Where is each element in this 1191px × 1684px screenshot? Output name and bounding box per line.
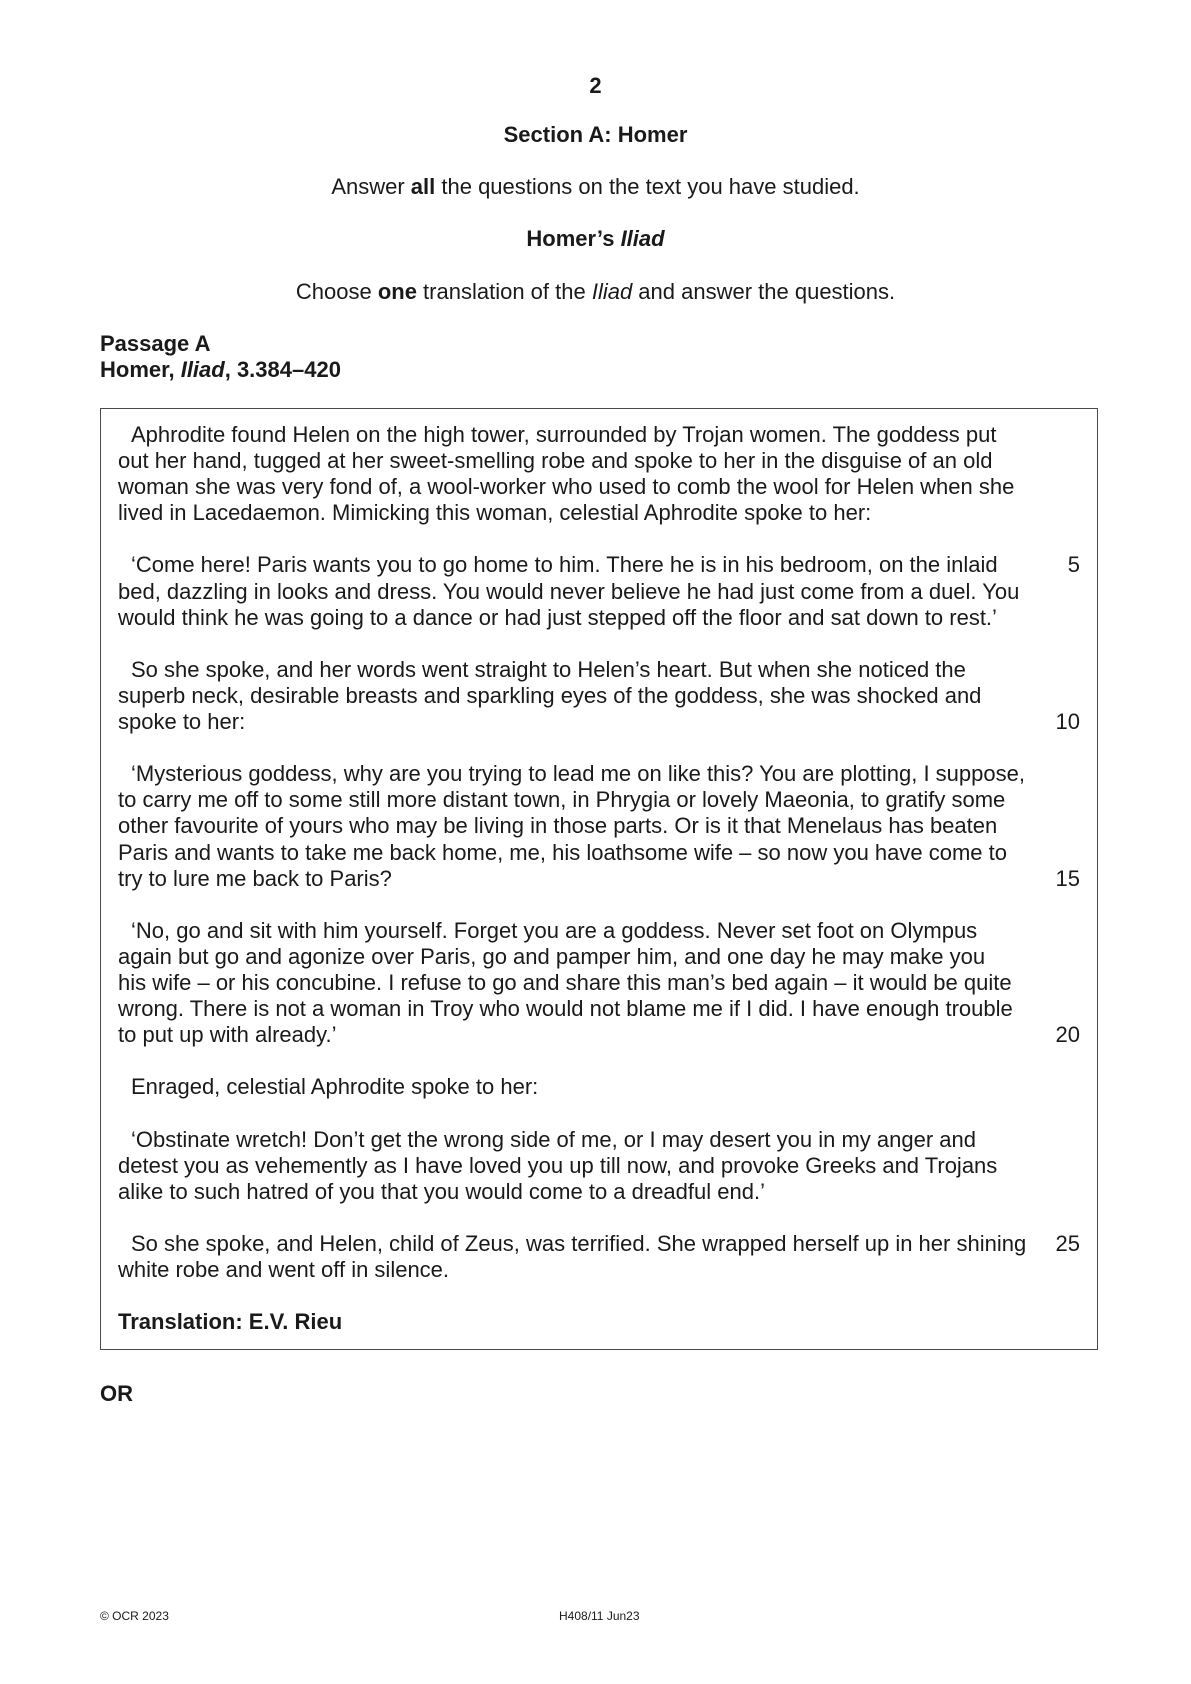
passage-line: [118, 1179, 1097, 1205]
or-separator: OR: [100, 1381, 133, 1406]
section-title: Section A: Homer: [503, 122, 688, 147]
passage-line-text: wrong. There is not a woman in Troy who would not blame me if I did. I have enough trouble: [118, 996, 1013, 1022]
choose-post: and answer the questions.: [632, 279, 896, 304]
choose-emphasis: one: [377, 279, 417, 304]
passage-line-text: to put up with already.’: [118, 1022, 337, 1048]
passage-line: [118, 1074, 1097, 1100]
line-number: 20: [1055, 1022, 1080, 1048]
passage-line-text: his wife – or his concubine. I refuse to go and share this man’s bed again – it would be quite: [118, 969, 1012, 995]
passage-line: [118, 918, 1097, 944]
choose-work-title: Iliad: [591, 279, 633, 304]
line-number: 25: [1055, 1230, 1080, 1256]
passage-line-text: to carry me off to some still more distant town, in Phrygia or lovely Maeonia, to gratify some: [118, 787, 1006, 813]
translation-credit: Translation: E.V. Rieu: [118, 1309, 343, 1335]
passage-line-text: Aphrodite found Helen on the high tower, surrounded by Trojan women. The goddess put: [131, 422, 997, 447]
passage-line: [118, 866, 1097, 892]
passage-line-text: So she spoke, and Helen, child of Zeus, was terrified. She wrapped herself up in her shining: [131, 1230, 1027, 1256]
passage-line: [118, 1231, 1097, 1257]
instruction-emphasis: all: [410, 174, 436, 199]
passage-line-text: try to lure me back to Paris?: [118, 865, 392, 891]
passage-paragraph: [118, 1074, 1097, 1100]
instruction-text: [0, 174, 1191, 200]
line-number: 5: [1067, 552, 1080, 578]
choose-instruction: [0, 279, 1191, 305]
passage-line: [118, 944, 1097, 970]
passage-label: Passage A: [100, 331, 211, 356]
reference-author: Homer,: [100, 357, 181, 382]
passage-line-text: Paris and wants to take me back home, me, his loathsome wife – so now you have come to: [118, 839, 1008, 865]
text-title-author: Homer’s: [526, 226, 621, 251]
passage-line: [118, 500, 1097, 526]
passage-line-text: ‘Come here! Paris wants you to go home to him. There he is in his bedroom, on the inlaid: [131, 552, 998, 578]
passage-line: [118, 970, 1097, 996]
passage-line: [118, 683, 1097, 709]
passage-line: [118, 761, 1097, 787]
passage-line-text: again but go and agonize over Paris, go and pamper him, and one day he may make you: [118, 943, 986, 969]
passage-line-text: woman she was very fond of, a wool-worker who used to comb the wool for Helen when she: [118, 474, 1015, 500]
passage-paragraph: [118, 422, 1097, 526]
passage-paragraph: [118, 1127, 1097, 1205]
text-title: [0, 226, 1191, 252]
choose-pre: Choose: [295, 279, 378, 304]
passage-line-text: ‘No, go and sit with him yourself. Forget you are a goddess. Never set foot on Olympus: [131, 917, 978, 943]
instruction-post: the questions on the text you have studied.: [435, 174, 860, 199]
passage-line-text: Enraged, celestial Aphrodite spoke to her:: [131, 1074, 539, 1100]
passage-line: [118, 1153, 1097, 1179]
passage-line: [118, 448, 1097, 474]
footer-copyright: © OCR 2023: [100, 1609, 169, 1623]
passage-line-text: ‘Mysterious goddess, why are you trying to lead me on like this? You are plotting, I suppose,: [131, 761, 1025, 787]
passage-line-text: spoke to her:: [118, 709, 246, 735]
passage-line-text: bed, dazzling in looks and dress. You would never believe he had just come from a duel. You: [118, 578, 1020, 604]
passage-line: [118, 996, 1097, 1022]
passage-paragraph: [118, 761, 1097, 891]
passage-line: [118, 657, 1097, 683]
passage-line-text: white robe and went off in silence.: [118, 1257, 450, 1282]
passage-box: [100, 408, 1098, 1350]
passage-line-text: alike to such hatred of you that you would come to a dreadful end.’: [118, 1178, 765, 1204]
passage-line-text: would think he was going to a dance or had just stepped off the floor and sat down to rest.’: [118, 604, 997, 630]
choose-mid: translation of the: [416, 279, 592, 304]
text-title-work: Iliad: [620, 226, 665, 251]
passage-line: [118, 813, 1097, 839]
passage-paragraph: [118, 918, 1097, 1048]
passage-line: [118, 1022, 1097, 1048]
passage-paragraph: [118, 1231, 1097, 1283]
passage-line: [118, 1127, 1097, 1153]
passage-line-text: other favourite of yours who may be living in those parts. Or is it that Menelaus has beaten: [118, 813, 998, 839]
passage-line: [118, 474, 1097, 500]
passage-line: [118, 422, 1097, 448]
footer-paper-code: H408/11 Jun23: [559, 1609, 640, 1623]
passage-line-text: out her hand, tugged at her sweet-smelling robe and spoke to her in the disguise of an old: [118, 448, 993, 474]
passage-line: [118, 552, 1097, 578]
passage-line: [118, 709, 1097, 735]
passage-line: [118, 579, 1097, 605]
passage-reference: [100, 357, 341, 383]
passage-paragraph: [118, 552, 1097, 630]
passage-line: [118, 605, 1097, 631]
passage-line-text: So she spoke, and her words went straight to Helen’s heart. But when she noticed the: [131, 656, 966, 682]
line-number: 15: [1055, 865, 1080, 891]
line-number: 10: [1055, 709, 1080, 735]
page-number: 2: [589, 73, 602, 98]
passage-line-text: superb neck, desirable breasts and sparkling eyes of the goddess, she was shocked and: [118, 682, 982, 708]
instruction-pre: Answer: [331, 174, 411, 199]
passage-line-text: detest you as vehemently as I have loved you up till now, and provoke Greeks and Trojans: [118, 1152, 998, 1178]
passage-line: [118, 787, 1097, 813]
passage-line-text: ‘Obstinate wretch! Don’t get the wrong side of me, or I may desert you in my anger and: [131, 1126, 976, 1152]
passage-text: [118, 422, 1097, 1283]
passage-line: [118, 840, 1097, 866]
passage-line-text: lived in Lacedaemon. Mimicking this woman, celestial Aphrodite spoke to her:: [118, 500, 872, 526]
passage-paragraph: [118, 657, 1097, 735]
reference-lines: , 3.384–420: [224, 357, 341, 382]
passage-line: [118, 1257, 1097, 1283]
reference-work: Iliad: [180, 357, 225, 382]
